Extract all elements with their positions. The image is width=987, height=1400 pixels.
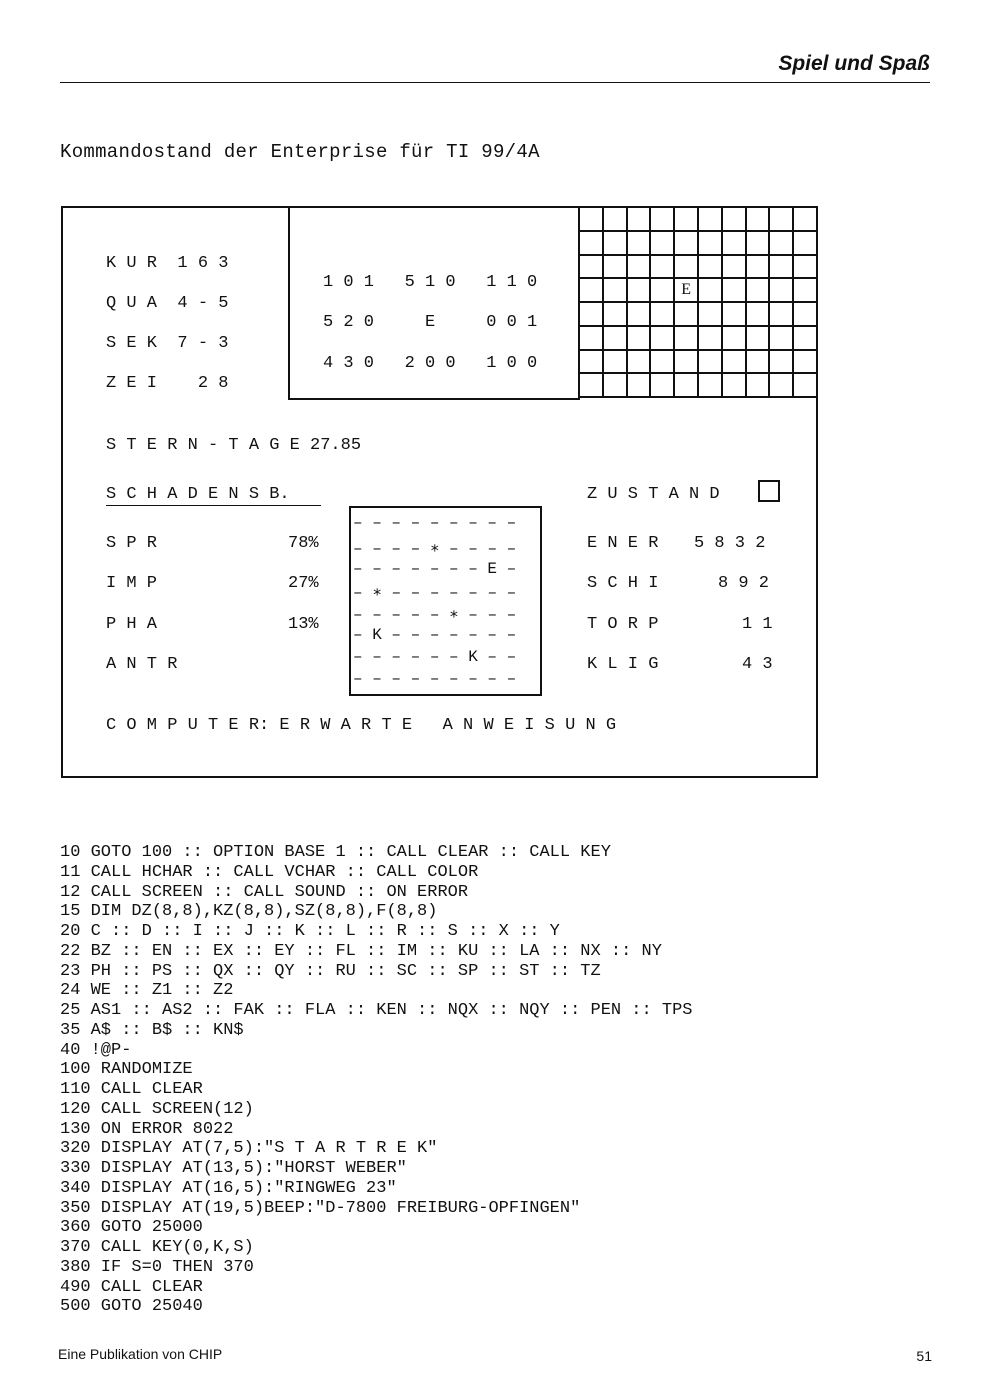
galaxy-cell <box>747 327 771 351</box>
code-line: 490 CALL CLEAR <box>60 1277 203 1297</box>
damage-heading-underline <box>106 505 321 506</box>
galaxy-cell <box>675 232 699 256</box>
code-line: 12 CALL SCREEN :: CALL SOUND :: ON ERROR <box>60 882 469 902</box>
galaxy-cell-enterprise: E <box>675 279 699 303</box>
code-line: 25 AS1 :: AS2 :: FAK :: FLA :: KEN :: NQX :: NQY :: PEN :: TPS <box>60 1001 693 1020</box>
galaxy-cell <box>770 208 794 232</box>
basic-listing <box>60 843 693 1317</box>
galaxy-cell <box>675 351 699 375</box>
galaxy-cell <box>580 279 604 303</box>
code-line: 24 WE :: Z1 :: Z2 <box>60 981 234 1001</box>
scan-row: 5 2 0 E 0 0 1 <box>323 313 538 332</box>
galaxy-cell <box>580 256 604 280</box>
galaxy-cell <box>794 303 818 327</box>
resource-value: 5 8 3 2 <box>694 534 766 553</box>
damage-heading: S C H A D E N S B. <box>106 485 290 504</box>
galaxy-cell <box>580 351 604 375</box>
resource-value: 8 9 2 <box>718 574 770 593</box>
nav-stat-quadrant: Q U A 4 - 5 <box>106 294 229 313</box>
galaxy-cell <box>723 374 747 398</box>
galaxy-cell <box>628 327 652 351</box>
galaxy-cell <box>794 256 818 280</box>
nav-stat-time: Z E I 2 8 <box>106 374 229 393</box>
damage-value: 27% <box>288 574 319 593</box>
galaxy-cell <box>699 351 723 375</box>
sector-row: – – – – – – – E – <box>353 560 517 578</box>
status-indicator <box>758 480 780 502</box>
sector-row: – – – – – – K – – <box>353 648 517 666</box>
scan-row: 4 3 0 2 0 0 1 0 0 <box>323 354 538 373</box>
section-title: Spiel und Spaß <box>778 52 930 75</box>
galaxy-cell <box>604 374 628 398</box>
code-line: 500 GOTO 25040 <box>60 1297 203 1317</box>
code-line: 40 !@P- <box>60 1040 132 1060</box>
galaxy-cell <box>628 279 652 303</box>
galaxy-cell <box>794 351 818 375</box>
galaxy-cell <box>604 351 628 375</box>
galaxy-cell <box>770 303 794 327</box>
galaxy-cell <box>747 208 771 232</box>
galaxy-cell <box>723 256 747 280</box>
galaxy-cell <box>723 279 747 303</box>
code-line: 10 GOTO 100 :: OPTION BASE 1 :: CALL CLEAR :: CALL KEY <box>60 843 611 862</box>
code-line: 100 RANDOMIZE <box>60 1060 193 1080</box>
galaxy-cell <box>699 232 723 256</box>
galaxy-cell <box>580 208 604 232</box>
galaxy-cell <box>794 279 818 303</box>
galaxy-cell <box>747 279 771 303</box>
code-line: 370 CALL KEY(0,K,S) <box>60 1238 254 1257</box>
galaxy-cell <box>651 327 675 351</box>
status-label: Z U S T A N D <box>587 485 720 504</box>
header-rule <box>60 82 930 83</box>
galaxy-cell <box>651 351 675 375</box>
galaxy-cell <box>770 327 794 351</box>
page-number: 51 <box>916 1348 932 1364</box>
damage-system: A N T R <box>106 655 178 674</box>
galaxy-cell <box>770 232 794 256</box>
galaxy-cell <box>699 256 723 280</box>
code-line: 350 DISPLAY AT(19,5)BEEP:"D-7800 FREIBURG-OPFINGEN" <box>60 1198 581 1218</box>
galaxy-cell <box>723 208 747 232</box>
scan-row: 1 0 1 5 1 0 1 1 0 <box>323 273 538 292</box>
code-line: 130 ON ERROR 8022 <box>60 1119 234 1139</box>
code-line: 15 DIM DZ(8,8),KZ(8,8),SZ(8,8),F(8,8) <box>60 902 438 922</box>
galaxy-cell <box>675 374 699 398</box>
resource-label: S C H I <box>587 574 659 593</box>
code-line: 23 PH :: PS :: QX :: QY :: RU :: SC :: SP :: ST :: TZ <box>60 961 601 981</box>
galaxy-cell <box>675 208 699 232</box>
computer-status-line: C O M P U T E R: E R W A R T E A N W E I S U N G <box>106 716 617 735</box>
galaxy-cell <box>628 351 652 375</box>
galaxy-cell <box>747 256 771 280</box>
galaxy-cell <box>651 374 675 398</box>
resource-label: K L I G <box>587 655 659 674</box>
footer-publication: Eine Publikation von CHIP <box>58 1346 223 1362</box>
damage-system: I M P <box>106 574 158 593</box>
nav-stat-sector: S E K 7 - 3 <box>106 334 229 353</box>
galaxy-cell <box>794 232 818 256</box>
damage-system: S P R <box>106 534 158 553</box>
galaxy-map-grid <box>578 206 818 398</box>
nav-stat-course: K U R 1 6 3 <box>106 254 229 273</box>
galaxy-cell <box>651 232 675 256</box>
galaxy-cell <box>580 303 604 327</box>
galaxy-cell <box>651 256 675 280</box>
galaxy-cell <box>604 256 628 280</box>
galaxy-cell <box>604 279 628 303</box>
galaxy-cell <box>699 303 723 327</box>
galaxy-cell <box>675 327 699 351</box>
galaxy-cell <box>770 351 794 375</box>
galaxy-cell <box>675 303 699 327</box>
galaxy-cell <box>699 279 723 303</box>
galaxy-cell <box>747 374 771 398</box>
damage-system: P H A <box>106 615 158 634</box>
code-line: 330 DISPLAY AT(13,5):"HORST WEBER" <box>60 1159 407 1178</box>
sector-row: – – – – – ∗ – – – <box>353 606 517 624</box>
galaxy-cell <box>723 303 747 327</box>
galaxy-cell <box>580 327 604 351</box>
galaxy-cell <box>723 351 747 375</box>
code-line: 20 C :: D :: I :: J :: K :: L :: R :: S :: X :: Y <box>60 922 560 941</box>
galaxy-cell <box>651 208 675 232</box>
galaxy-cell <box>604 232 628 256</box>
sector-row: – – – – ∗ – – – – <box>353 540 517 558</box>
galaxy-cell <box>770 374 794 398</box>
galaxy-cell <box>604 208 628 232</box>
galaxy-cell <box>651 279 675 303</box>
galaxy-cell <box>723 327 747 351</box>
resource-value: 1 1 <box>742 615 773 634</box>
resource-label: E N E R <box>587 534 659 553</box>
galaxy-cell <box>651 303 675 327</box>
stardate: S T E R N - T A G E 27.85 <box>106 436 362 455</box>
galaxy-cell <box>794 374 818 398</box>
sector-row: – ∗ – – – – – – – <box>353 584 517 602</box>
code-line: 35 A$ :: B$ :: KN$ <box>60 1020 244 1040</box>
galaxy-cell <box>747 351 771 375</box>
code-line: 120 CALL SCREEN(12) <box>60 1099 254 1119</box>
code-line: 11 CALL HCHAR :: CALL VCHAR :: CALL COLOR <box>60 862 479 882</box>
galaxy-cell <box>699 374 723 398</box>
galaxy-cell <box>699 208 723 232</box>
galaxy-cell <box>770 279 794 303</box>
code-line: 22 BZ :: EN :: EX :: EY :: FL :: IM :: KU :: LA :: NX :: NY <box>60 941 662 961</box>
galaxy-cell <box>628 256 652 280</box>
damage-value: 13% <box>288 615 319 634</box>
resource-label: T O R P <box>587 615 659 634</box>
galaxy-cell <box>628 374 652 398</box>
galaxy-cell <box>580 232 604 256</box>
galaxy-cell <box>794 327 818 351</box>
code-line: 110 CALL CLEAR <box>60 1080 203 1099</box>
damage-value: 78% <box>288 534 319 553</box>
galaxy-cell <box>747 232 771 256</box>
short-range-scan <box>349 506 542 696</box>
sector-row: – – – – – – – – – <box>353 514 517 532</box>
sector-row: – – – – – – – – – <box>353 670 517 688</box>
galaxy-cell <box>604 303 628 327</box>
galaxy-cell <box>604 327 628 351</box>
resource-value: 4 3 <box>742 655 773 674</box>
listing-title: Kommandostand der Enterprise für TI 99/4A <box>60 141 540 163</box>
galaxy-cell <box>628 208 652 232</box>
galaxy-cell <box>580 374 604 398</box>
galaxy-cell <box>699 327 723 351</box>
code-line: 340 DISPLAY AT(16,5):"RINGWEG 23" <box>60 1178 397 1198</box>
code-line: 320 DISPLAY AT(7,5):"S T A R T R E K" <box>60 1139 438 1159</box>
galaxy-cell <box>675 256 699 280</box>
galaxy-cell <box>794 208 818 232</box>
galaxy-cell <box>770 256 794 280</box>
sector-row: – K – – – – – – – <box>353 626 517 644</box>
galaxy-cell <box>747 303 771 327</box>
galaxy-cell <box>723 232 747 256</box>
galaxy-cell <box>628 232 652 256</box>
code-line: 380 IF S=0 THEN 370 <box>60 1257 254 1277</box>
galaxy-cell <box>628 303 652 327</box>
code-line: 360 GOTO 25000 <box>60 1218 203 1238</box>
